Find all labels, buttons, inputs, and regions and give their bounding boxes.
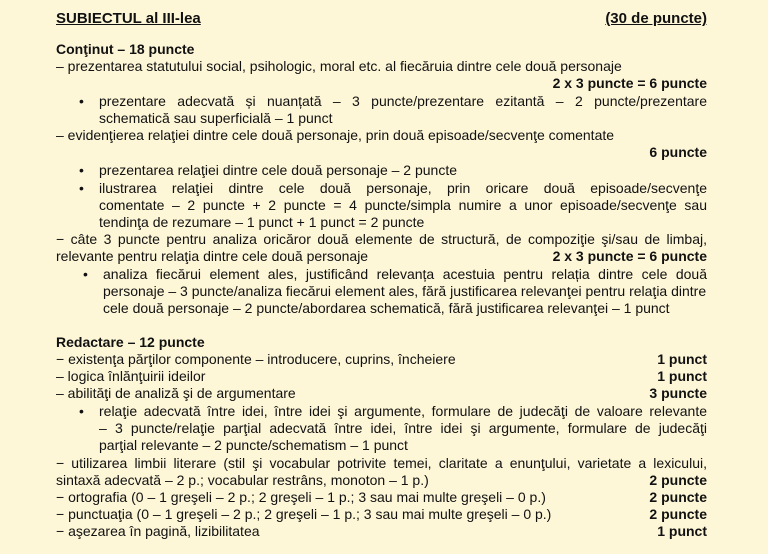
content-heading: Conţinut – 18 puncte: [56, 41, 195, 57]
bullet-item: [83, 266, 707, 282]
criterion-score: 2 puncte: [649, 489, 707, 505]
bullet-text-continued: personaje – 3 puncte/analiza fiecărui element ales, fără justificarea relevanţei pentru relaţia dintre: [103, 283, 707, 299]
criterion-score: 3 puncte: [649, 385, 707, 401]
criterion-score: 1 punct: [657, 351, 707, 367]
bullet-text-continued: – 3 puncte/relaţie parţial adecvată între idei, între idei şi argumente, formulare de judecăţi: [99, 420, 707, 436]
bullet-icon: •: [79, 180, 84, 196]
criterion-text: − aşezarea în pagină, lizibilitatea: [56, 523, 260, 539]
section-points: (30 de puncte): [605, 10, 707, 27]
criterion-text: − existenţa părţilor componente – introducere, cuprins, încheiere: [56, 351, 456, 367]
criterion-score: 6 puncte: [649, 144, 707, 160]
bullet-text-continued: comentate – 2 puncte + 2 puncte = 4 puncte/simpla numire a unor episoade/secvenţe sau: [99, 197, 707, 213]
bullet-icon: •: [83, 266, 88, 282]
criterion-text: − câte 3 puncte pentru analiza oricăror două elemente de structură, de compoziţie şi/sau de limbaj,: [56, 231, 707, 247]
criterion-text: − ortografia (0 – 1 greşeli – 2 p.; 2 greşeli – 1 p.; 3 sau mai multe greşeli – 0 p.): [56, 489, 546, 505]
criterion-row: [56, 472, 707, 488]
bullet-text: prezentarea relaţiei dintre cele două personaje – 2 puncte: [99, 162, 458, 178]
bullet-item: [79, 180, 707, 196]
section-title: SUBIECTUL al III-lea: [56, 10, 201, 27]
criterion-score: 2 puncte: [649, 472, 707, 488]
criterion-text: – abilităţi de analiză şi de argumentare: [56, 385, 296, 401]
criterion-row: [56, 385, 707, 401]
bullet-text: prezentare adecvată și nuanțată – 3 puncte/prezentare ezitantă – 2 puncte/prezentare: [99, 93, 707, 109]
bullet-text-continued: schematică sau superficială – 1 punct: [99, 110, 333, 126]
criterion-score: 2 x 3 puncte = 6 puncte: [552, 248, 707, 264]
criterion-text: − utilizarea limbii literare (stil şi vocabular potrivite temei, claritate a enunţului, varietate a lexicului,: [56, 455, 707, 471]
criterion-score: 2 x 3 puncte = 6 puncte: [552, 75, 707, 91]
bullet-icon: •: [79, 93, 84, 109]
criterion-score: 1 punct: [657, 523, 707, 539]
criterion-text: relevante pentru relaţia dintre cele două personaje: [56, 248, 369, 264]
criterion-row: [56, 523, 707, 539]
bullet-text: analiza fiecărui element ales, justificând relevanța acestuia pentru relația dintre cele două: [103, 266, 707, 282]
criterion-score: 2 puncte: [649, 506, 707, 522]
criterion-text-continued: [56, 248, 707, 264]
bullet-icon: •: [79, 162, 84, 178]
bullet-text-continued: parţial relevante – 2 puncte/schematism – 1 punct: [99, 437, 408, 453]
bullet-text: relaţie adecvată între idei, între idei şi argumente, formulare de judecăţi de valoare relevante: [99, 403, 707, 419]
criterion-text: − punctuaţia (0 – 1 greşeli – 2 p.; 2 greşeli – 1 p.; 3 sau mai multe greşeli – 0 p.): [56, 506, 552, 522]
bullet-item: [79, 403, 707, 419]
criterion-row: [56, 489, 707, 505]
criterion-text: – logica înlănţuirii ideilor: [56, 368, 206, 384]
bullet-item: [79, 93, 707, 109]
criterion-row: [56, 506, 707, 522]
criterion-row: [56, 351, 707, 367]
criterion-text: – evidenţierea relaţiei dintre cele două personaje, prin două episoade/secvenţe comentate: [56, 127, 615, 143]
section-header: [56, 11, 707, 27]
bullet-text-continued: cele două personaje – 2 puncte/abordarea schematică, fără justificarea relevanţei – 1 punct: [103, 300, 670, 316]
bullet-text-continued: tendinţa de rezumare – 1 punct + 1 punct = 2 puncte: [99, 214, 425, 230]
redactare-heading: Redactare – 12 puncte: [56, 334, 205, 350]
criterion-text: – prezentarea statutului social, psihologic, moral etc. al fiecăruia dintre cele două personaje: [56, 58, 622, 74]
bullet-item: [79, 162, 707, 178]
bullet-icon: •: [79, 403, 84, 419]
criterion-row: [56, 368, 707, 384]
criterion-score: 1 punct: [657, 368, 707, 384]
bullet-text: ilustrarea relaţiei dintre cele două personaje, prin oricare două episoade/secvenţe: [99, 180, 707, 196]
criterion-text: sintaxă adecvată – 2 p.; vocabular restrâns, monoton – 1 p.): [56, 472, 429, 488]
